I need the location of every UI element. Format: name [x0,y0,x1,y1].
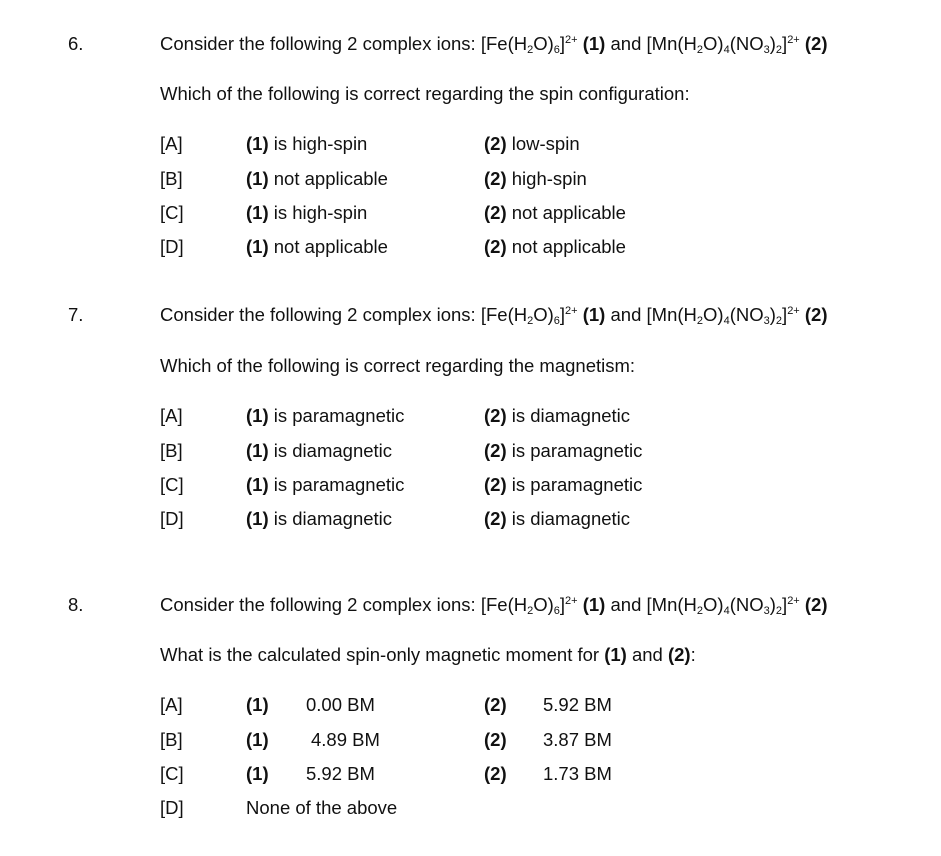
option-part2: (2) low-spin [484,133,580,154]
option-value2: 5.92 BM [543,694,612,715]
question-number: 6. [68,33,84,54]
option-part2: (2) is diamagnetic [484,405,631,426]
option-text: None of the above [246,797,398,818]
option-tag1: (1) [246,729,269,750]
option-label: [B] [160,440,183,461]
option-part2: (2) is paramagnetic [484,474,643,495]
option-part1: (1) is paramagnetic [246,405,405,426]
option-part1: (1) not applicable [246,168,388,189]
option-label: [C] [160,763,184,784]
question-prompt: What is the calculated spin-only magnetic moment for (1) and (2): [160,644,696,665]
option-value2: 3.87 BM [543,729,612,750]
option-label: [C] [160,474,184,495]
option-part1: (1) is diamagnetic [246,508,393,529]
option-value2: 1.73 BM [543,763,612,784]
option-part1: (1) is high-spin [246,202,368,223]
option-label: [D] [160,508,184,529]
option-value1: 4.89 BM [311,729,380,750]
option-value1: 5.92 BM [306,763,375,784]
option-label: [D] [160,797,184,818]
option-part1: (1) is diamagnetic [246,440,393,461]
option-value1: 0.00 BM [306,694,375,715]
option-tag1: (1) [246,694,269,715]
option-label: [A] [160,133,183,154]
option-label: [C] [160,202,184,223]
option-part2: (2) not applicable [484,202,626,223]
question-stem: Consider the following 2 complex ions: $[Fe(H_2O)_6]^{2+}$ (1) and $[Mn(H_2O)_4(NO_3)_2]^{2+}$ (2) [160,33,828,56]
question-prompt: Which of the following is correct regarding the magnetism: [160,355,636,376]
option-tag2: (2) [484,694,507,715]
option-label: [D] [160,236,184,257]
option-part2: (2) is diamagnetic [484,508,631,529]
option-part1: (1) not applicable [246,236,388,257]
question-prompt: Which of the following is correct regarding the spin configuration: [160,83,690,104]
option-tag2: (2) [484,763,507,784]
option-part1: (1) is high-spin [246,133,368,154]
option-label: [A] [160,694,183,715]
question-number: 8. [68,594,84,615]
option-tag2: (2) [484,729,507,750]
option-part2: (2) not applicable [484,236,626,257]
option-label: [A] [160,405,183,426]
option-part2: (2) high-spin [484,168,587,189]
question-number: 7. [68,304,84,325]
question-stem: Consider the following 2 complex ions: $[Fe(H_2O)_6]^{2+}$ (1) and $[Mn(H_2O)_4(NO_3)_2]^{2+}$ (2) [160,304,828,327]
option-label: [B] [160,168,183,189]
option-tag1: (1) [246,763,269,784]
question-stem: Consider the following 2 complex ions: $[Fe(H_2O)_6]^{2+}$ (1) and $[Mn(H_2O)_4(NO_3)_2]^{2+}$ (2) [160,594,828,617]
option-part2: (2) is paramagnetic [484,440,643,461]
option-label: [B] [160,729,183,750]
option-part1: (1) is paramagnetic [246,474,405,495]
